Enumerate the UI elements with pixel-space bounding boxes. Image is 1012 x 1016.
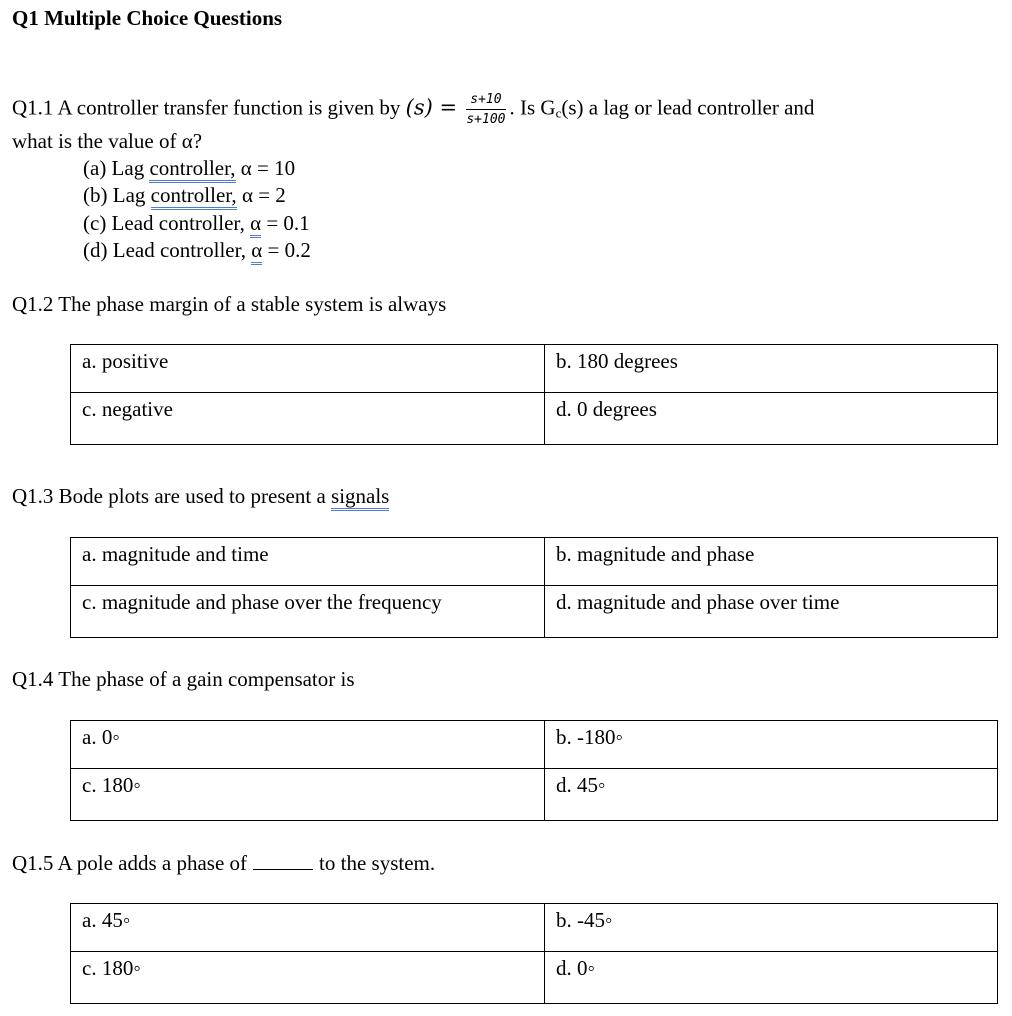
q1-option-d-value: = 0.2 — [262, 238, 311, 262]
q1-option-b-value: α = 2 — [236, 183, 286, 207]
q4-answer-table — [70, 720, 998, 821]
q1-lead: Q1.1 A controller transfer function is given by — [12, 95, 401, 120]
q5-question-text: Q1.5 A pole adds a phase of — [12, 851, 248, 875]
q1-numerator: s+10 — [466, 92, 505, 110]
q3-question-text: Q1.3 Bode plots are used to present a — [12, 484, 332, 508]
q3-option-d[interactable]: d. magnitude and phase over time — [545, 586, 998, 638]
q1-option-b-underlined: controller, — [151, 183, 237, 210]
q4-question: Q1.4 The phase of a gain compensator is — [12, 667, 355, 691]
q1-func: (s) = — [405, 95, 458, 120]
q5-answer-table — [70, 903, 998, 1004]
q1-option-d-underlined: α — [251, 238, 262, 265]
q2-question: Q1.2 The phase margin of a stable system is always — [12, 292, 447, 316]
q1-option-c-pre: (c) Lead controller, — [83, 211, 251, 235]
q3-option-a[interactable]: a. magnitude and time — [71, 538, 545, 586]
q1-line1 — [12, 92, 814, 127]
q1-option-a-pre: (a) Lag — [83, 156, 150, 180]
q2-option-c[interactable]: c. negative — [71, 393, 545, 445]
q1-option-a[interactable] — [83, 156, 295, 181]
q1-option-b-pre: (b) Lag — [83, 183, 151, 207]
q1-line2: what is the value of α? — [12, 129, 203, 153]
page-title: Q1 Multiple Choice Questions — [12, 6, 283, 30]
q1-option-c-underlined: α — [250, 211, 261, 238]
q3-option-b[interactable]: b. magnitude and phase — [545, 538, 998, 586]
q1-denominator: s+100 — [466, 112, 506, 127]
q1-option-a-underlined: controller, — [149, 156, 235, 183]
q2-option-d[interactable]: d. 0 degrees — [545, 393, 998, 445]
q4-option-d[interactable]: d. 45◦ — [545, 769, 998, 821]
q5-question-tail: to the system. — [319, 851, 436, 875]
q4-option-a[interactable]: a. 0◦ — [71, 721, 545, 769]
q1-rest-sub: c — [555, 105, 562, 121]
q3-answer-table — [70, 537, 998, 638]
q3-option-c[interactable]: c. magnitude and phase over the frequency — [71, 586, 545, 638]
q5-question — [12, 851, 435, 876]
q1-option-d-pre: (d) Lead controller, — [83, 238, 252, 262]
q5-option-a[interactable]: a. 45◦ — [71, 904, 545, 952]
q3-question — [12, 484, 389, 509]
q5-option-d[interactable]: d. 0◦ — [545, 952, 998, 1004]
q1-rest-a: . Is G — [509, 95, 556, 120]
q1-fraction — [466, 92, 505, 127]
q1-option-c-value: = 0.1 — [261, 211, 310, 235]
q1-option-a-value: α = 10 — [235, 156, 296, 180]
q1-option-d[interactable] — [83, 238, 311, 263]
q2-option-b[interactable]: b. 180 degrees — [545, 345, 998, 393]
q3-question-underlined: signals — [331, 484, 389, 511]
q1-option-c[interactable] — [83, 211, 310, 236]
q2-answer-table — [70, 344, 998, 445]
q4-option-b[interactable]: b. -180◦ — [545, 721, 998, 769]
q2-option-a[interactable]: a. positive — [71, 345, 545, 393]
q5-option-b[interactable]: b. -45◦ — [545, 904, 998, 952]
q5-blank — [253, 851, 313, 870]
q1-option-b[interactable] — [83, 183, 286, 208]
q5-option-c[interactable]: c. 180◦ — [71, 952, 545, 1004]
q4-option-c[interactable]: c. 180◦ — [71, 769, 545, 821]
q1-rest-b: (s) a lag or lead controller and — [561, 95, 815, 120]
